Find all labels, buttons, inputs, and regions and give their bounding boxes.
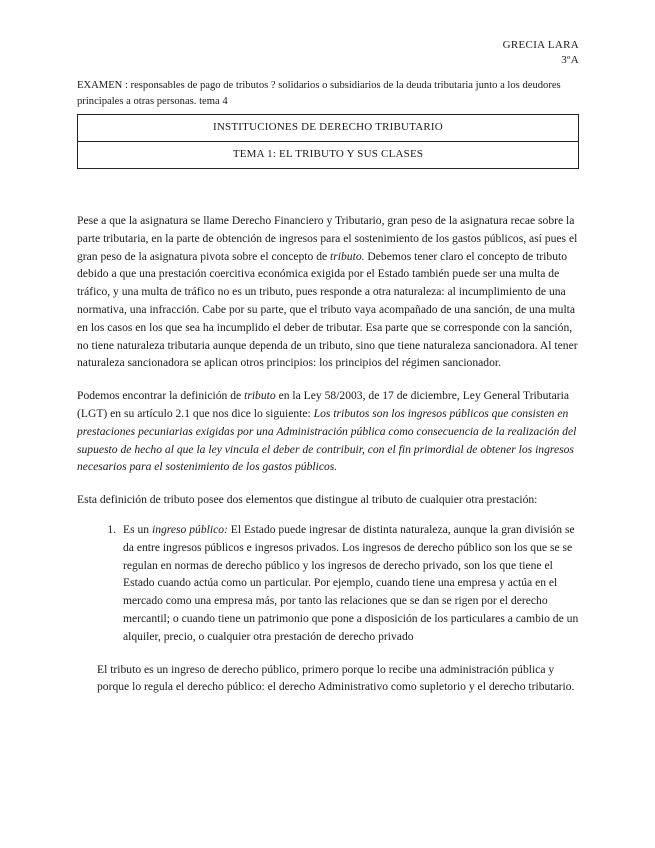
para2-legal-quote: Los tributos son los ingresos públicos que consisten en prestaciones pecuniarias exigidas por una Administración pública como consecuencia de la realización del supuesto de hecho al que la ley vincula el deber de contribuir, con el fin primordial de obtener los ingresos necesarios para el sostenimiento de los gastos públicos. [77, 406, 577, 474]
paragraph-definition [77, 387, 579, 476]
author-header [503, 38, 579, 68]
para2-part2: en la Ley 58/2003, de 17 de diciembre, Ley General Tributaria (LGT) en su artículo 2.1 que nos dice lo siguiente: [77, 389, 569, 420]
exam-note: EXAMEN : responsables de pago de tributos ? solidarios o subsidiarios de la deuda tributaria junto a los deudores principales a otras personas. tema 4 [77, 80, 561, 107]
para1-italic-term: tributo. [330, 249, 365, 263]
para2-part1: Podemos encontrar la definición de [77, 389, 245, 403]
paragraph-public-income: El tributo es un ingreso de derecho público, primero porque lo recibe una administración pública y porque lo regula el derecho público: el derecho Administrativo como supletorio y el derecho tributario. [97, 662, 575, 694]
course-title: INSTITUCIONES DE DERECHO TRIBUTARIO [78, 115, 579, 142]
title-table [77, 114, 579, 169]
elements-list [77, 521, 579, 646]
list-item [119, 521, 579, 646]
author-group: 3ºA [561, 54, 579, 66]
list-item1-after: El Estado puede ingresar de distinta naturaleza, aunque la gran división se da entre ingresos públicos e ingresos privados. Los ingresos de derecho público son los que se se regulan en normas de derecho público y los ingresos de derecho privado, son los que tiene el Estado cuando actúa como un particular. Por ejemplo, cuando tiene una empresa y actúa en el mercado como una empresa más, por tanto las relaciones que se dan se rigen por el derecho mercantil; o cuando tiene un patrimonio que pone a disposición de los particulares a cambio de un alquiler, precio, o cualquier otra prestación de derecho privado [123, 522, 579, 643]
para1-text-after: Debemos tener claro el concepto de tributo debido a que una prestación coercitiva económica exigida por el Estado también puede ser una multa de tráfico, y una multa de tráfico no es un tributo, pues responde a otra naturaleza: al incumplimiento de una normativa, una infracción. Cabe por su parte, que el tributo vaya acompañado de una sanción, de una multa en los casos en los que sea ha incumplido el deber de tributar. Esa parte que se corresponde con la sanción, no tiene naturaleza tributaria aunque dependa de un tributo, sino que tiene naturaleza sancionadora. Al tener naturaleza sancionadora se aplican otros principios: los principios del régimen sancionador. [77, 249, 578, 370]
paragraph-elements: Esta definición de tributo posee dos elementos que distingue al tributo de cualquier otra prestación: [77, 493, 538, 507]
document-body [77, 212, 579, 711]
list-item1-italic: ingreso público: [151, 522, 228, 536]
list-item1-before: Es un [123, 522, 152, 536]
para2-italic1: tributo [244, 389, 276, 403]
para1-text-before: Pese a que la asignatura se llame Derecho Financiero y Tributario, gran peso de la asignatura recae sobre la parte tributaria, en la parte de obtención de ingresos para el sostenimiento de los gastos públicos, así pues el gran peso de la asignatura pivota sobre el concepto de [77, 214, 578, 263]
paragraph-intro [77, 212, 579, 372]
topic-title: TEMA 1: EL TRIBUTO Y SUS CLASES [78, 142, 579, 169]
author-name: GRECIA LARA [502, 39, 579, 51]
